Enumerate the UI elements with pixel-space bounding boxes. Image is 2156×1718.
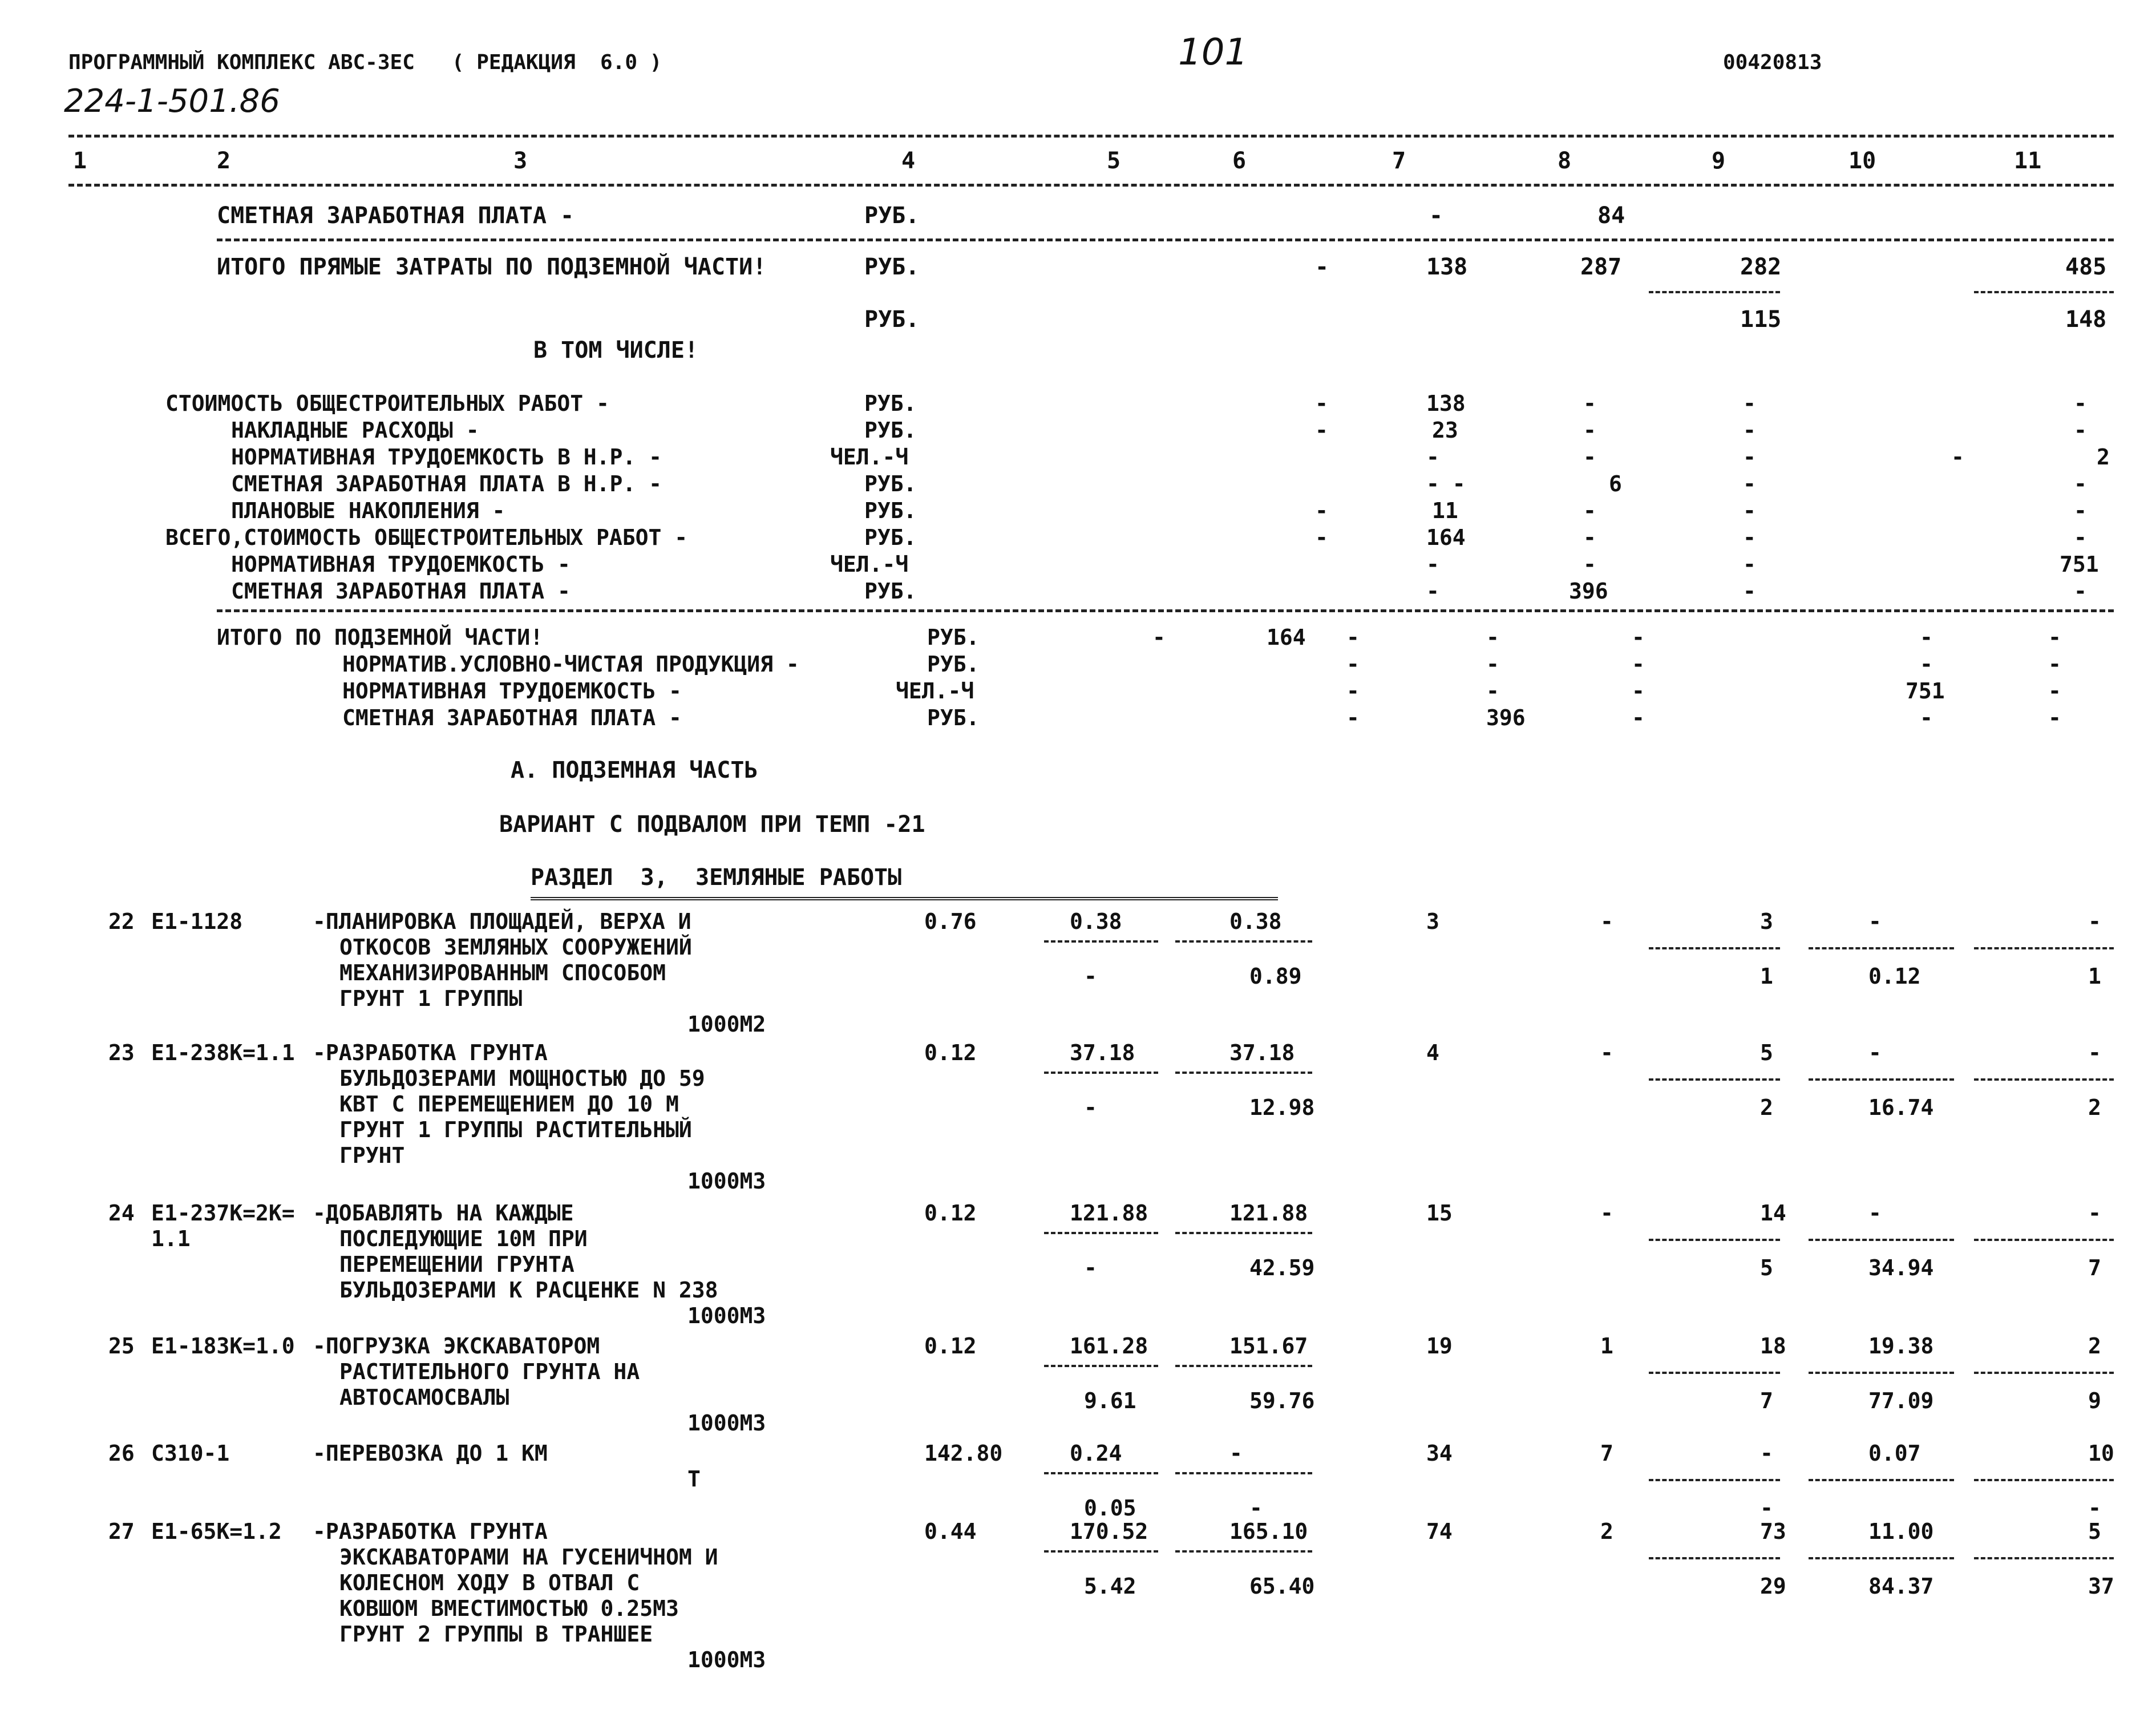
item-description-line: ЭКСКАВАТОРАМИ НА ГУСЕНИЧНОМ И [339, 1545, 718, 1570]
item-col11: - [2088, 909, 2101, 934]
breakdown-c8: - [1583, 391, 1596, 416]
item-col11-rule [1974, 1479, 2114, 1481]
row-unit: РУБ. [927, 625, 980, 650]
breakdown-label: СТОИМОСТЬ ОБЩЕСТРОИТЕЛЬНЫХ РАБОТ - [165, 391, 609, 416]
item-col8: - [1600, 1200, 1613, 1226]
item-description-line: ПЕРЕМЕЩЕНИИ ГРУНТА [339, 1252, 575, 1277]
item-col6-rule [1175, 940, 1312, 943]
item-col10: - [1868, 909, 1882, 934]
breakdown-c11: - [2074, 525, 2087, 550]
part-row-c10: 751 [1906, 678, 1945, 704]
breakdown-label: НОРМАТИВНАЯ ТРУДОЕМКОСТЬ В Н.Р. - [231, 444, 662, 470]
item-price: 0.38 [1070, 909, 1122, 934]
item-description-line: ГРУНТ 1 ГРУППЫ [339, 986, 523, 1011]
item-price: 161.28 [1070, 1333, 1148, 1359]
breakdown-c6: - [1315, 418, 1328, 443]
item-col7: 19 [1426, 1333, 1453, 1359]
breakdown-c9: - [1743, 552, 1756, 577]
breakdown-c9: - [1743, 444, 1756, 470]
breakdown-c11: - [2074, 498, 2087, 523]
item-number: 27 [108, 1519, 135, 1544]
item-col10-second: 84.37 [1868, 1574, 1934, 1599]
item-number: 26 [108, 1441, 135, 1466]
item-col9: 18 [1760, 1333, 1786, 1359]
breakdown-c8: 6 [1609, 471, 1622, 496]
document-number: 224-1-501.86 [64, 83, 280, 120]
item-col8: 7 [1600, 1441, 1613, 1466]
item-description-line: БУЛЬДОЗЕРАМИ К РАСЦЕНКЕ N 238 [339, 1278, 718, 1303]
breakdown-c7: - [1426, 552, 1439, 577]
row-label: СМЕТНАЯ ЗАРАБОТНАЯ ПЛАТА - [217, 203, 575, 229]
item-col9-second: 2 [1760, 1095, 1773, 1120]
part-row-unit: РУБ. [927, 705, 980, 730]
breakdown-unit: ЧЕЛ.-Ч [830, 552, 909, 577]
breakdown-unit: ЧЕЛ.-Ч [830, 444, 909, 470]
part-row-c10: - [1920, 705, 1933, 730]
breakdown-c9: - [1743, 525, 1756, 550]
item-col11: 2 [2088, 1333, 2101, 1359]
breakdown-label: НАКЛАДНЫЕ РАСХОДЫ - [231, 418, 479, 443]
breakdown-label: ВСЕГО,СТОИМОСТЬ ОБЩЕСТРОИТЕЛЬНЫХ РАБОТ - [165, 525, 688, 550]
item-code-continued: 1.1 [151, 1226, 191, 1251]
item-code: Е1-183К=1.0 [151, 1333, 295, 1359]
breakdown-c9: - [1743, 471, 1756, 496]
breakdown-c8: 396 [1569, 579, 1608, 604]
breakdown-c9: - [1743, 498, 1756, 523]
breakdown-c6: - [1315, 391, 1328, 416]
breakdown-c8: - [1583, 552, 1596, 577]
item-total: - [1229, 1441, 1243, 1466]
breakdown-c7: - - [1426, 471, 1466, 496]
breakdown-rule [217, 609, 2114, 612]
part-row-c8: - [1486, 652, 1499, 677]
item-col11-second: 2 [2088, 1095, 2101, 1120]
item-col11-rule [1974, 1372, 2114, 1374]
item-total-2: 65.40 [1249, 1574, 1315, 1599]
breakdown-unit: РУБ. [864, 498, 917, 523]
item-description-line: МЕХАНИЗИРОВАННЫМ СПОСОБОМ [339, 960, 666, 985]
item-col7: 15 [1426, 1200, 1453, 1226]
item-col9: - [1760, 1441, 1773, 1466]
breakdown-unit: РУБ. [864, 525, 917, 550]
col-10: 10 [1848, 148, 1876, 174]
item-col9-second: 1 [1760, 964, 1773, 989]
item-description-line: ГРУНТ 1 ГРУППЫ РАСТИТЕЛЬНЫЙ [339, 1117, 692, 1142]
item-description-line: -ДОБАВЛЯТЬ НА КАЖДЫЕ [313, 1200, 574, 1226]
item-col9: 73 [1760, 1519, 1786, 1544]
breakdown-c11: 751 [2060, 552, 2099, 577]
breakdown-c9: - [1743, 391, 1756, 416]
item-col7: 4 [1426, 1040, 1439, 1065]
item-col11-second: - [2088, 1495, 2101, 1521]
item-col10: - [1868, 1200, 1882, 1226]
item-col10-second: 34.94 [1868, 1255, 1934, 1280]
variant-heading: ВАРИАНТ С ПОДВАЛОМ ПРИ ТЕМП -21 [499, 811, 925, 838]
breakdown-c9: - [1743, 579, 1756, 604]
col9-subrule [1649, 291, 1780, 293]
item-col8: - [1600, 1040, 1613, 1065]
part-row-c11: - [2048, 652, 2061, 677]
item-code: С310-1 [151, 1441, 230, 1466]
item-price: 0.24 [1070, 1441, 1122, 1466]
breakdown-label: ПЛАНОВЫЕ НАКОПЛЕНИЯ - [231, 498, 505, 523]
item-quantity: 0.12 [924, 1333, 977, 1359]
section-title: РАЗДЕЛ 3, ЗЕМЛЯНЫЕ РАБОТЫ [531, 864, 902, 891]
item-col5-rule [1044, 1472, 1158, 1474]
item-col9-rule [1649, 1479, 1780, 1481]
item-total-2: 12.98 [1249, 1095, 1315, 1120]
row-unit-2: РУБ. [864, 306, 920, 333]
breakdown-c7: 11 [1432, 498, 1458, 523]
item-total: 0.38 [1229, 909, 1282, 934]
item-col5-rule [1044, 1550, 1158, 1553]
item-total-2: 59.76 [1249, 1388, 1315, 1413]
item-total: 37.18 [1229, 1040, 1295, 1065]
item-col10-rule [1809, 1557, 1954, 1559]
item-col10-rule [1809, 1372, 1954, 1374]
item-col9: 3 [1760, 909, 1773, 934]
item-price-2: - [1084, 964, 1097, 989]
item-col11-second: 9 [2088, 1388, 2101, 1413]
breakdown-c7: 138 [1426, 391, 1466, 416]
breakdown-c9: - [1743, 418, 1756, 443]
item-col6-rule [1175, 1072, 1312, 1074]
item-col5-rule [1044, 1072, 1158, 1074]
part-row-c10: - [1920, 652, 1933, 677]
breakdown-c8: - [1583, 525, 1596, 550]
item-col10-rule [1809, 947, 1954, 949]
item-quantity: 0.12 [924, 1200, 977, 1226]
breakdown-c7: 164 [1426, 525, 1466, 550]
col-1: 1 [73, 148, 87, 174]
item-col10-second: 0.12 [1868, 964, 1921, 989]
item-number: 24 [108, 1200, 135, 1226]
item-col6-rule [1175, 1365, 1312, 1367]
item-price-2: 0.05 [1084, 1495, 1136, 1521]
item-col11-rule [1974, 1239, 2114, 1241]
item-description-line: -ПЛАНИРОВКА ПЛОЩАДЕЙ, ВЕРХА И [313, 909, 691, 934]
part-row-label: НОРМАТИВ.УСЛОВНО-ЧИСТАЯ ПРОДУКЦИЯ - [342, 652, 799, 677]
breakdown-c11: - [2074, 471, 2087, 496]
breakdown-c6: - [1315, 525, 1328, 550]
breakdown-c7: - [1426, 579, 1439, 604]
item-col10: 19.38 [1868, 1333, 1934, 1359]
breakdown-c8: - [1583, 498, 1596, 523]
document-code: 00420813 [1723, 51, 1822, 74]
item-description-line: -ПЕРЕВОЗКА ДО 1 КМ [313, 1441, 548, 1466]
item-description-line: ГРУНТ 2 ГРУППЫ В ТРАНШЕЕ [339, 1622, 653, 1647]
item-col9-rule [1649, 1239, 1780, 1241]
col8-value: 84 [1597, 203, 1625, 229]
part-row-c8: 396 [1486, 705, 1526, 730]
item-number: 22 [108, 909, 135, 934]
breakdown-c7: - [1426, 444, 1439, 470]
breakdown-unit: РУБ. [864, 471, 917, 496]
item-col7: 3 [1426, 909, 1439, 934]
item-quantity: 0.76 [924, 909, 977, 934]
col11-subrule [1974, 291, 2114, 293]
header-rule-top [68, 135, 2114, 138]
row-unit: РУБ. [864, 203, 920, 229]
part-row-c9: - [1632, 678, 1645, 704]
part-row-c7: - [1346, 705, 1360, 730]
row-unit: РУБ. [864, 254, 920, 280]
part-row-c11: - [2048, 705, 2061, 730]
part-heading: А. ПОДЗЕМНАЯ ЧАСТЬ [511, 757, 758, 783]
item-col9-second: 7 [1760, 1388, 1773, 1413]
item-code: Е1-1128 [151, 909, 243, 934]
item-col7: 74 [1426, 1519, 1453, 1544]
item-description-line: КВТ С ПЕРЕМЕЩЕНИЕМ ДО 10 М [339, 1092, 679, 1117]
item-unit: 1000М2 [687, 1012, 766, 1037]
breakdown-c8: - [1583, 444, 1596, 470]
item-quantity: 142.80 [924, 1441, 1003, 1466]
item-col10-rule [1809, 1078, 1954, 1081]
item-col9: 5 [1760, 1040, 1773, 1065]
breakdown-c8: - [1583, 418, 1596, 443]
item-price-2: - [1084, 1255, 1097, 1280]
col6-value: 164 [1267, 625, 1306, 650]
item-col8: 1 [1600, 1333, 1613, 1359]
item-total-2: 42.59 [1249, 1255, 1315, 1280]
col6-value: - [1315, 254, 1329, 280]
item-col11: - [2088, 1200, 2101, 1226]
section-title-rule [531, 897, 1278, 900]
page-number: 101 [1178, 31, 1248, 74]
item-col9-second: - [1760, 1495, 1773, 1521]
item-col8: - [1600, 909, 1613, 934]
col-4: 4 [901, 148, 916, 174]
item-col10-second: 77.09 [1868, 1388, 1934, 1413]
item-unit: 1000М3 [687, 1410, 766, 1436]
item-unit: 1000М3 [687, 1647, 766, 1672]
breakdown-unit: РУБ. [864, 391, 917, 416]
item-total-2: - [1249, 1495, 1263, 1521]
col-11: 11 [2014, 148, 2042, 174]
item-col10-rule [1809, 1239, 1954, 1241]
item-description-line: РАСТИТЕЛЬНОГО ГРУНТА НА [339, 1359, 640, 1384]
part-row-label: НОРМАТИВНАЯ ТРУДОЕМКОСТЬ - [342, 678, 682, 704]
item-unit: 1000М3 [687, 1303, 766, 1328]
col8-value: 287 [1580, 254, 1622, 280]
col7-value: 138 [1426, 254, 1468, 280]
item-price: 121.88 [1070, 1200, 1148, 1226]
col-9: 9 [1712, 148, 1726, 174]
item-col11-second: 1 [2088, 964, 2101, 989]
col11-value-2: 148 [2065, 306, 2107, 333]
item-total: 165.10 [1229, 1519, 1308, 1544]
item-total-2: 0.89 [1249, 964, 1302, 989]
part-row-c7: - [1346, 652, 1360, 677]
item-col9-second: 5 [1760, 1255, 1773, 1280]
item-col9-rule [1649, 1557, 1780, 1559]
item-description-line: БУЛЬДОЗЕРАМИ МОЩНОСТЬЮ ДО 59 [339, 1066, 705, 1091]
breakdown-c11: - [2074, 391, 2087, 416]
item-price-2: 5.42 [1084, 1574, 1136, 1599]
item-col9: 14 [1760, 1200, 1786, 1226]
col5-value: - [1152, 625, 1166, 650]
item-col10: 11.00 [1868, 1519, 1934, 1544]
item-col11-second: 7 [2088, 1255, 2101, 1280]
including-label: В ТОМ ЧИСЛЕ! [533, 337, 698, 363]
col-7: 7 [1392, 148, 1406, 174]
breakdown-c7: 23 [1432, 418, 1458, 443]
item-code: Е1-238К=1.1 [151, 1040, 295, 1065]
item-description-line: КОЛЕСНОМ ХОДУ В ОТВАЛ С [339, 1570, 640, 1595]
item-col5-rule [1044, 1365, 1158, 1367]
item-unit: Т [687, 1466, 701, 1491]
part-row-c9: - [1632, 652, 1645, 677]
item-col6-rule [1175, 1232, 1312, 1234]
row-label: ИТОГО ПРЯМЫЕ ЗАТРАТЫ ПО ПОДЗЕМНОЙ ЧАСТИ! [217, 254, 767, 280]
breakdown-c6: - [1315, 498, 1328, 523]
col-5: 5 [1107, 148, 1121, 174]
item-code: Е1-237К=2К= [151, 1200, 295, 1226]
breakdown-c11: - [2074, 579, 2087, 604]
part-row-unit: РУБ. [927, 652, 980, 677]
item-description-line: ПОСЛЕДУЮЩИЕ 10М ПРИ [339, 1226, 588, 1251]
item-description-line: -ПОГРУЗКА ЭКСКАВАТОРОМ [313, 1333, 600, 1359]
part-row-c11: - [2048, 678, 2061, 704]
breakdown-unit: РУБ. [864, 579, 917, 604]
row-label: ИТОГО ПО ПОДЗЕМНОЙ ЧАСТИ! [217, 625, 543, 650]
item-col10-second: 16.74 [1868, 1095, 1934, 1120]
item-price: 37.18 [1070, 1040, 1135, 1065]
item-col9-rule [1649, 1078, 1780, 1081]
item-col5-rule [1044, 940, 1158, 943]
item-col5-rule [1044, 1232, 1158, 1234]
item-col10-rule [1809, 1479, 1954, 1481]
breakdown-c11: - [2074, 418, 2087, 443]
item-price: 170.52 [1070, 1519, 1148, 1544]
item-col9-rule [1649, 1372, 1780, 1374]
item-col11: 10 [2088, 1441, 2114, 1466]
col-6: 6 [1232, 148, 1247, 174]
breakdown-c10: - [1951, 444, 1964, 470]
item-quantity: 0.12 [924, 1040, 977, 1065]
col11-value: 485 [2065, 254, 2107, 280]
breakdown-label: НОРМАТИВНАЯ ТРУДОЕМКОСТЬ - [231, 552, 571, 577]
item-quantity: 0.44 [924, 1519, 977, 1544]
item-description-line: -РАЗРАБОТКА ГРУНТА [313, 1040, 548, 1065]
item-description-line: ОТКОСОВ ЗЕМЛЯНЫХ СООРУЖЕНИЙ [339, 935, 692, 960]
col9-value: 282 [1740, 254, 1782, 280]
col7-value: - [1346, 625, 1360, 650]
part-row-c9: - [1632, 705, 1645, 730]
col10-value: - [1920, 625, 1933, 650]
item-col11-rule [1974, 947, 2114, 949]
item-col11-rule [1974, 1557, 2114, 1559]
col-2: 2 [217, 148, 231, 174]
item-total: 121.88 [1229, 1200, 1308, 1226]
part-row-c7: - [1346, 678, 1360, 704]
item-col11: 5 [2088, 1519, 2101, 1544]
item-price-2: - [1084, 1095, 1097, 1120]
item-col10: 0.07 [1868, 1441, 1921, 1466]
item-col11-rule [1974, 1078, 2114, 1081]
item-col9-second: 29 [1760, 1574, 1786, 1599]
breakdown-label: СМЕТНАЯ ЗАРАБОТНАЯ ПЛАТА В Н.Р. - [231, 471, 662, 496]
row-rule [217, 239, 2114, 241]
item-code: Е1-65К=1.2 [151, 1519, 282, 1544]
header-rule-bottom [68, 184, 2114, 187]
program-header: ПРОГРАММНЫЙ КОМПЛЕКС АВС-ЗЕС ( РЕДАКЦИЯ 6.0 ) [68, 51, 662, 74]
item-number: 25 [108, 1333, 135, 1359]
col-3: 3 [513, 148, 528, 174]
col-8: 8 [1558, 148, 1572, 174]
col8-value: - [1486, 625, 1499, 650]
item-description-line: КОВШОМ ВМЕСТИМОСТЬЮ 0.25М3 [339, 1596, 679, 1621]
part-row-label: СМЕТНАЯ ЗАРАБОТНАЯ ПЛАТА - [342, 705, 682, 730]
col11-value: - [2048, 625, 2061, 650]
item-col11-second: 37 [2088, 1574, 2114, 1599]
item-col8: 2 [1600, 1519, 1613, 1544]
breakdown-unit: РУБ. [864, 418, 917, 443]
item-price-2: 9.61 [1084, 1388, 1136, 1413]
item-col7: 34 [1426, 1441, 1453, 1466]
item-col9-rule [1649, 947, 1780, 949]
item-unit: 1000М3 [687, 1169, 766, 1194]
item-total: 151.67 [1229, 1333, 1308, 1359]
part-row-c8: - [1486, 678, 1499, 704]
item-col6-rule [1175, 1550, 1312, 1553]
col7-value: - [1429, 203, 1443, 229]
item-description-line: -РАЗРАБОТКА ГРУНТА [313, 1519, 548, 1544]
breakdown-c11: 2 [2097, 444, 2110, 470]
breakdown-label: СМЕТНАЯ ЗАРАБОТНАЯ ПЛАТА - [231, 579, 571, 604]
item-col11: - [2088, 1040, 2101, 1065]
part-row-unit: ЧЕЛ.-Ч [896, 678, 974, 704]
col9-value: - [1632, 625, 1645, 650]
item-col10: - [1868, 1040, 1882, 1065]
item-number: 23 [108, 1040, 135, 1065]
item-description-line: ГРУНТ [339, 1143, 405, 1168]
col9-value-2: 115 [1740, 306, 1782, 333]
item-col6-rule [1175, 1472, 1312, 1474]
item-description-line: АВТОСАМОСВАЛЫ [339, 1385, 509, 1410]
